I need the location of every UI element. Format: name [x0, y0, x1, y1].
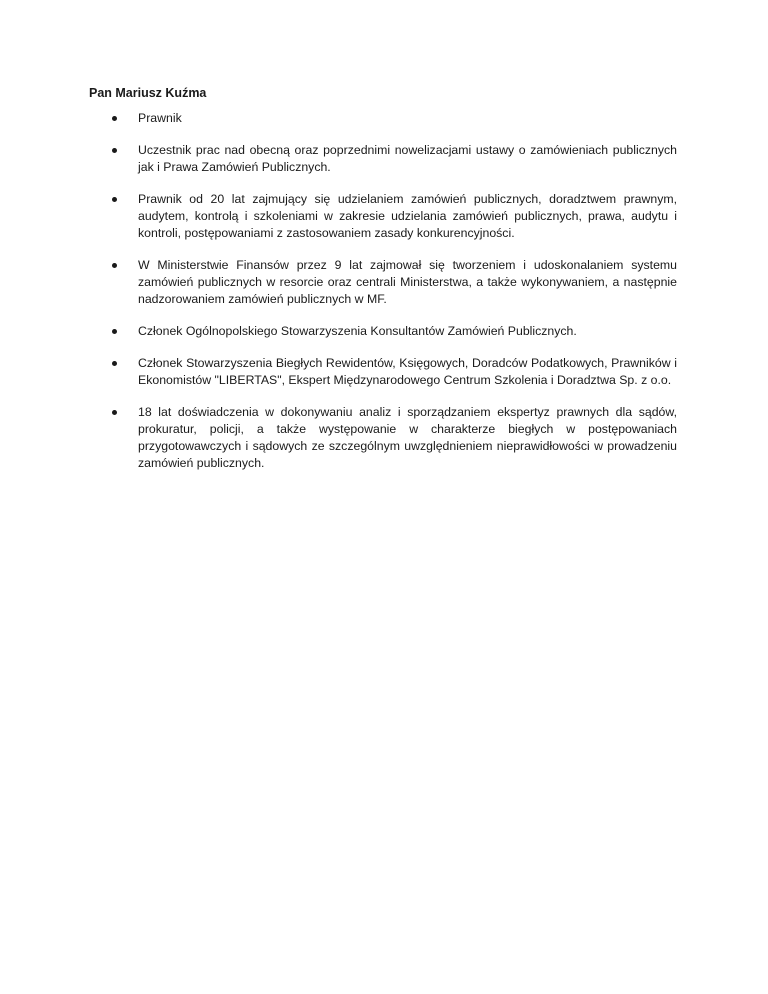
list-item-text: Prawnik — [138, 111, 182, 125]
list-item — [89, 404, 677, 472]
list-item — [89, 323, 677, 340]
list-item — [89, 110, 677, 127]
bullet-icon — [112, 361, 117, 366]
bullet-icon — [112, 263, 117, 268]
bullet-icon — [112, 197, 117, 202]
list-item-text: Członek Ogólnopolskiego Stowarzyszenia Konsultantów Zamówień Publicznych. — [138, 324, 577, 338]
list-item — [89, 191, 677, 242]
list-item — [89, 142, 677, 176]
person-name-heading: Pan Mariusz Kuźma — [89, 86, 207, 100]
bullet-icon — [112, 410, 117, 415]
list-item-text: Prawnik od 20 lat zajmujący się udzielaniem zamówień publicznych, doradztwem prawnym, audytem, kontrolą i szkoleniami w zakresie udzielania zamówień publicznych, prawa, audytu i kontroli, postępowaniami z zastosowaniem zasady konkurencyjności. — [138, 192, 677, 240]
list-item-text: 18 lat doświadczenia w dokonywaniu analiz i sporządzaniem ekspertyz prawnych dla sądów, prokuratur, policji, a także występowanie w charakterze biegłych w postępowaniach przygotowawczych i sądowych ze szczególnym uwzględnieniem nieprawidłowości w prowadzeniu zamówień publicznych. — [138, 405, 677, 470]
bullet-icon — [112, 148, 117, 153]
list-item — [89, 257, 677, 308]
list-item — [89, 355, 677, 389]
list-item-text: Uczestnik prac nad obecną oraz poprzednimi nowelizacjami ustawy o zamówieniach publicznych jak i Prawa Zamówień Publicznych. — [138, 143, 677, 174]
list-item-text: Członek Stowarzyszenia Biegłych Rewidentów, Księgowych, Doradców Podatkowych, Prawników i Ekonomistów "LIBERTAS", Ekspert Międzynarodowego Centrum Szkolenia i Doradztwa Sp. z o.o. — [138, 356, 677, 387]
bullet-icon — [112, 116, 117, 121]
bio-bullet-list — [89, 110, 677, 472]
document-content — [89, 85, 677, 487]
bullet-icon — [112, 329, 117, 334]
list-item-text: W Ministerstwie Finansów przez 9 lat zajmował się tworzeniem i udoskonalaniem systemu zamówień publicznych w resorcie oraz centrali Ministerstwa, a także wykonywaniem, a następnie nadzorowaniem zamówień publicznych w MF. — [138, 258, 677, 306]
